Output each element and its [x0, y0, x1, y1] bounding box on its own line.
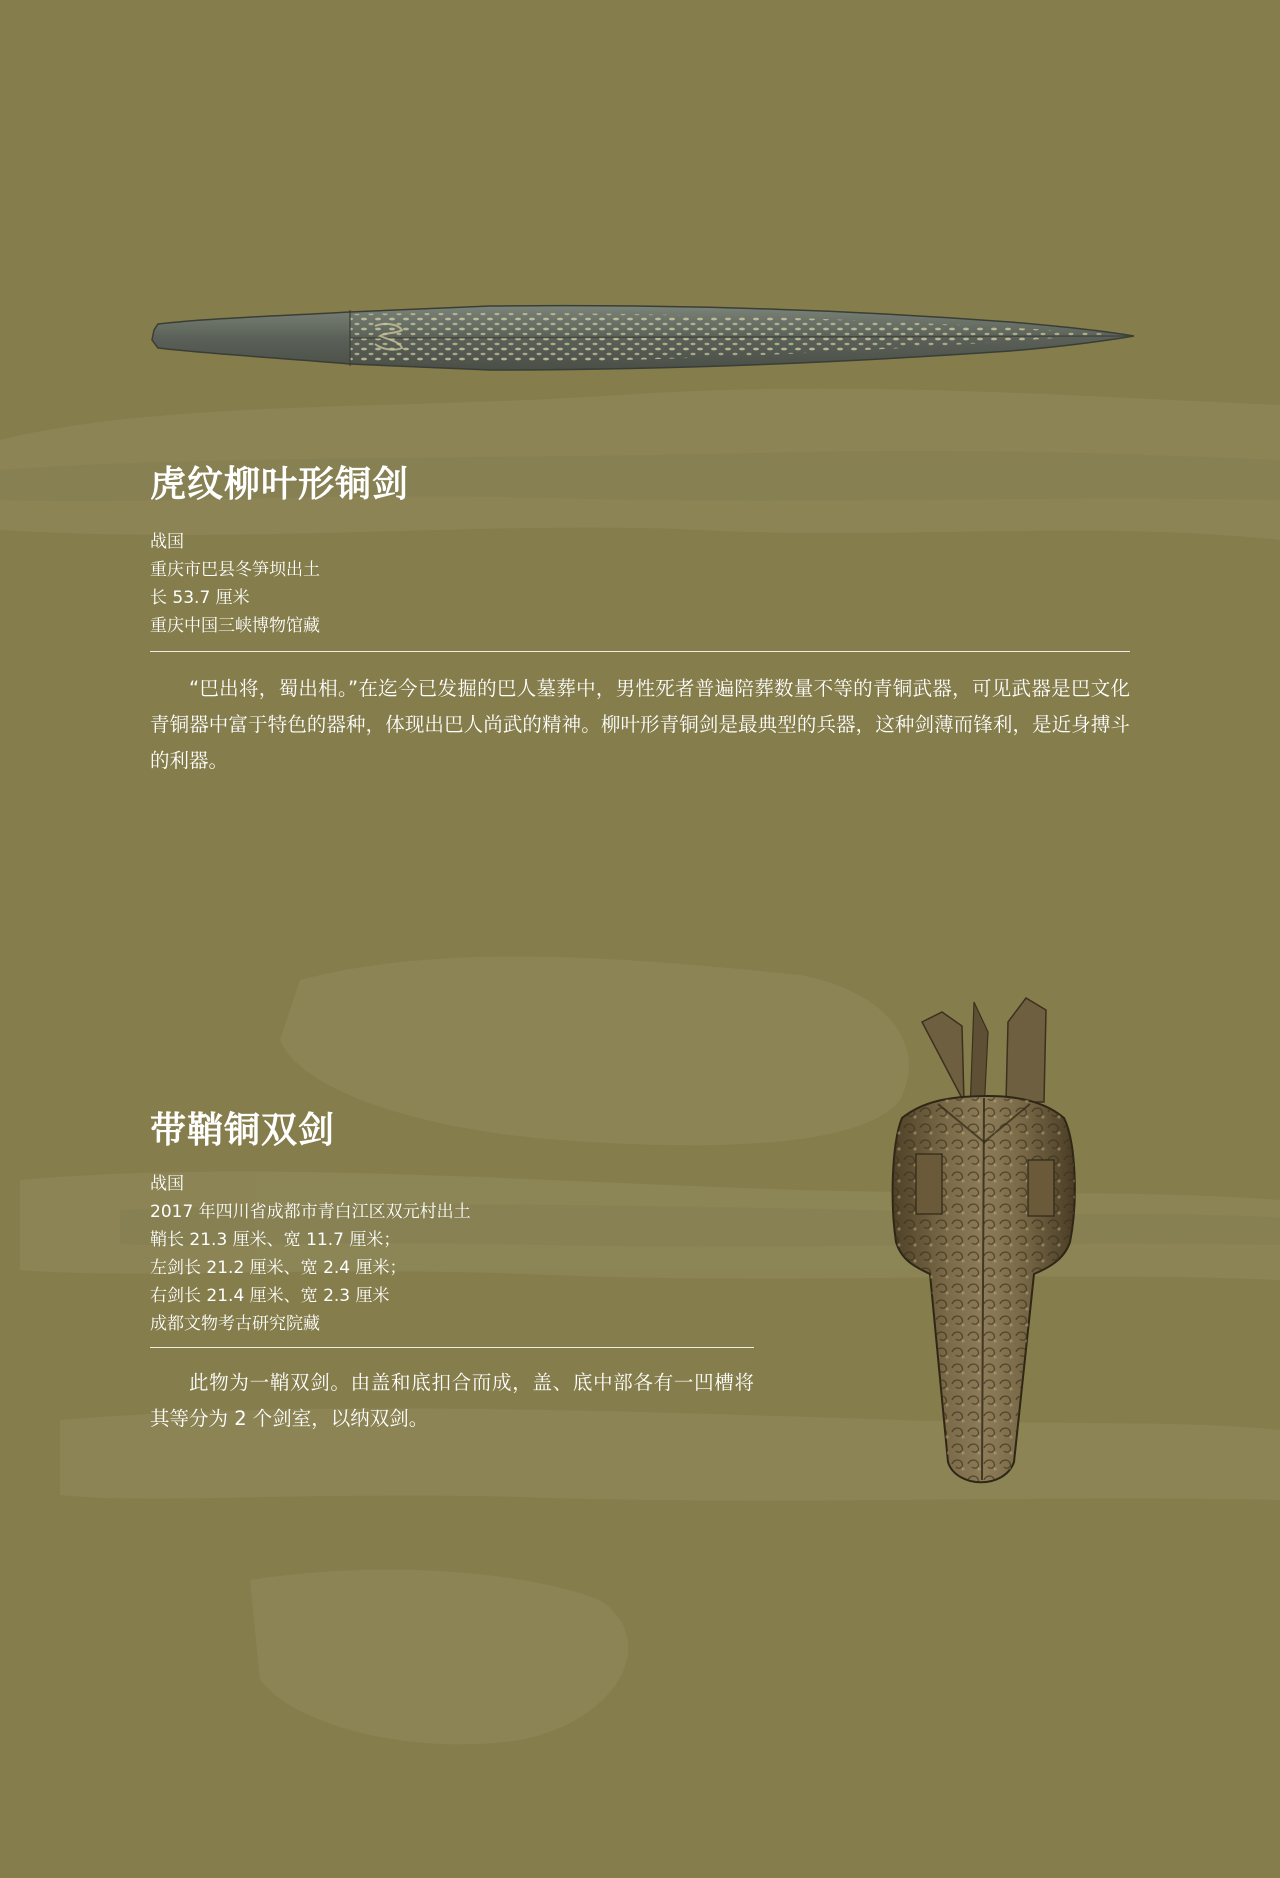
artifact-description: “巴出将，蜀出相。”在迄今已发掘的巴人墓葬中，男性死者普遍陪葬数量不等的青铜武器，可见武器是巴文化青铜器中富于特色的器种，体现出巴人尚武的精神。柳叶形青铜剑是最典型的兵器，这种剑薄而锋利，是近身搏斗的利器。: [150, 677, 1130, 772]
meta-period: 战国: [150, 532, 184, 552]
artifact-description: 此物为一鞘双剑。由盖和底扣合而成，盖、底中部各有一凹槽将其等分为 2 个剑室，以纳双剑。: [150, 1371, 754, 1430]
meta-collection: 重庆中国三峡博物馆藏: [150, 616, 320, 636]
meta-provenance: 2017 年四川省成都市青白江区双元村出土: [150, 1202, 471, 1222]
divider: [150, 651, 1130, 652]
divider: [150, 1347, 754, 1348]
meta-dimensions: 长 53.7 厘米: [150, 588, 250, 608]
artifact-1: [0, 0, 1280, 800]
artifact-2: [0, 960, 1280, 1660]
artifact-title: 虎纹柳叶形铜剑: [150, 463, 410, 505]
meta-provenance: 重庆市巴县冬笋坝出土: [150, 560, 320, 580]
meta-right-sword-dimensions: 右剑长 21.4 厘米、宽 2.3 厘米: [150, 1286, 390, 1306]
meta-left-sword-dimensions: 左剑长 21.2 厘米、宽 2.4 厘米；: [150, 1258, 407, 1278]
artifact-meta: [150, 528, 320, 640]
willow-leaf-sword-image: [150, 296, 1135, 381]
meta-sheath-dimensions: 鞘长 21.3 厘米、宽 11.7 厘米；: [150, 1230, 401, 1250]
meta-period: 战国: [150, 1174, 184, 1194]
meta-collection: 成都文物考古研究院藏: [150, 1314, 320, 1334]
artifact-title: 带鞘铜双剑: [150, 1109, 336, 1151]
twin-sword-sheath-image: [838, 992, 1130, 1492]
artifact-meta: [150, 1170, 471, 1338]
